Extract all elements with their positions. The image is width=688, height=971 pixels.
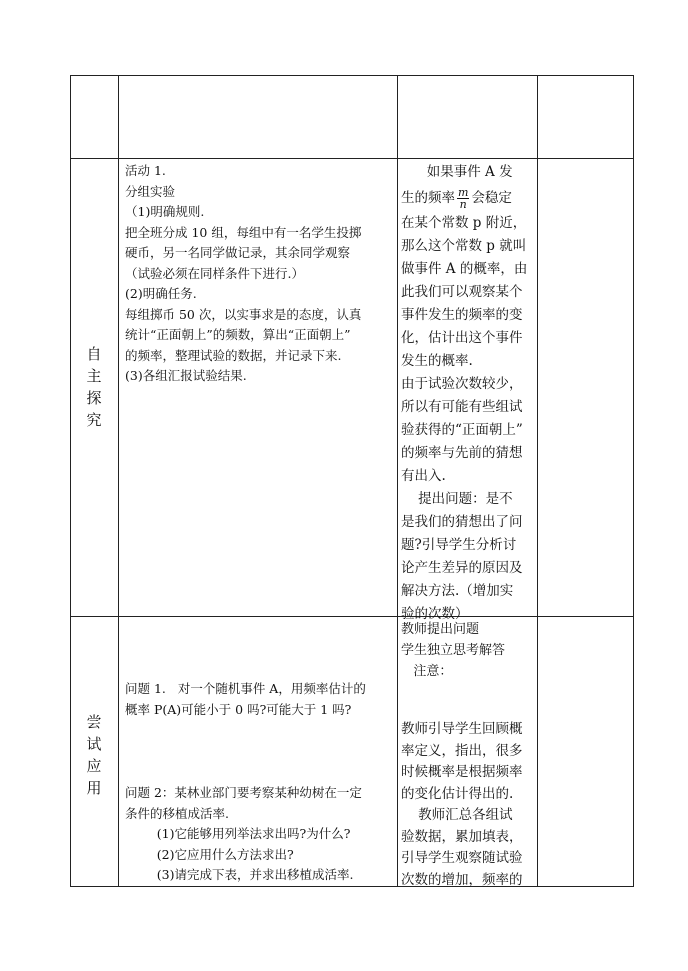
frequency-line: 生的频率 $\frac{m}{n}$ 会稳定 bbox=[401, 186, 512, 211]
table-border-top bbox=[70, 75, 634, 76]
column-divider bbox=[537, 75, 538, 887]
teacher-notes-apply-top: 教师提出问题 学生独立思考解答 注意： bbox=[401, 622, 506, 679]
table-border-bottom bbox=[70, 886, 634, 887]
question-1: 问题 1. 对一个随机事件 A，用频率估计的 概率 P(A)可能小于 0 吗?可能大于 1 吗? bbox=[125, 681, 366, 717]
teacher-notes-apply-bottom: 教师引导学生回顾概 率定义，指出，很多 时候概率是根据频率 的变化估计得出的. 教师汇总各组试 验数据，累加填表， 引导学生观察随试验 次数的增加，频率的 bbox=[401, 721, 523, 888]
table-border-right bbox=[633, 75, 634, 887]
column-divider bbox=[397, 75, 398, 887]
teacher-notes-explore: 如果事件 A 发 生的频率 $\frac{m}{n}$ 会稳定 在某个常数 p 附近， 那么这个常数 p 就叫 做事件 A 的概率，由 此我们可以观察某个 事件发生的频率的变 化，估计出这个事件 发生的概率. 由于试验次数较少， 所以有可能有些组试 验获得的“正面朝上” 的频率与先前的猜想 有出入. 提出问题：是不 是我们的猜想出了问 题?引导学生分析讨 论产生差异的原因及 解决方法.（增加实 验的次数） bbox=[401, 164, 528, 622]
lesson-plan-table bbox=[70, 75, 634, 887]
column-divider bbox=[118, 75, 119, 887]
row-divider bbox=[70, 158, 634, 159]
question-2: 问题 2：某林业部门要考察某种幼树在一定 条件的移植成活率. (1)它能够用列举法求出吗?为什么? (2)它应用什么方法求出? (3)请完成下表，并求出移植成活率. bbox=[125, 785, 362, 882]
section-label-apply: 尝 试 应 用 bbox=[86, 713, 102, 797]
row-divider bbox=[70, 616, 634, 617]
activity-content: 活动 1. 分组实验 （1)明确规则. 把全班分成 10 组，每组中有一名学生投掷 硬币，另一名同学做记录，其余同学观察 （试验必须在同样条件下进行.） (2)明确任务. 每组掷币 50 次，以实事求是的态度，认真 统计“正面朝上”的频数，算出“正面朝上” 的频率，整理试验的数据，并记录下来. (3)各组汇报试验结果. bbox=[125, 163, 362, 383]
fraction-m-over-n: $\frac{m}{n}$ bbox=[458, 186, 469, 211]
section-label-explore: 自 主 探 究 bbox=[86, 345, 102, 429]
